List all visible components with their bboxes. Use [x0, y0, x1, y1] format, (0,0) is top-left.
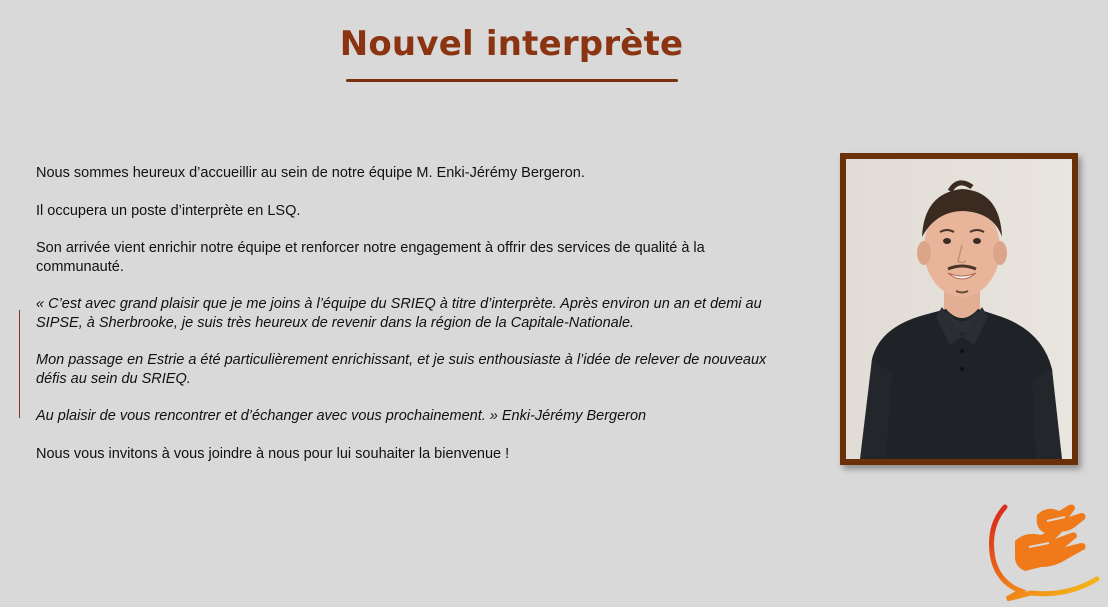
welcome-paragraph: Nous vous invitons à vous joindre à nous pour lui souhaiter la bienvenue !: [36, 445, 510, 462]
announcement-body: [36, 164, 771, 482]
quote-bar: [19, 310, 20, 418]
signing-hands-speech-bubble-logo: [985, 497, 1103, 601]
portrait-illustration: [846, 159, 1072, 459]
quote-paragraph-1: « C’est avec grand plaisir que je me joins à l’équipe du SRIEQ à titre d’interprète. Après environ un an et demi au SIPSE, à Sherbrooke, je suis très heureux de revenir dans la région de la Capitale-Nationale.: [36, 296, 762, 331]
title-underline: [346, 79, 678, 82]
role-paragraph: Il occupera un poste d’interprète en LSQ.: [36, 202, 301, 219]
intro-paragraph: Nous sommes heureux d’accueillir au sein de notre équipe M. Enki-Jérémy Bergeron.: [36, 165, 585, 181]
quote-paragraph-3: Au plaisir de vous rencontrer et d’échanger avec vous prochainement. » Enki-Jérémy Bergeron: [36, 408, 647, 424]
portrait-photo: [840, 153, 1078, 465]
quote-paragraph-2: Mon passage en Estrie a été particulièrement enrichissant, et je suis enthousiaste à l’idée de relever de nouveaux défis au sein du SRIEQ.: [36, 352, 767, 387]
logo-icon: [985, 497, 1103, 601]
page-title: Nouvel interprète: [339, 24, 684, 64]
commitment-paragraph: Son arrivée vient enrichir notre équipe et renforcer notre engagement à offrir des services de qualité à la communauté.: [36, 240, 705, 275]
